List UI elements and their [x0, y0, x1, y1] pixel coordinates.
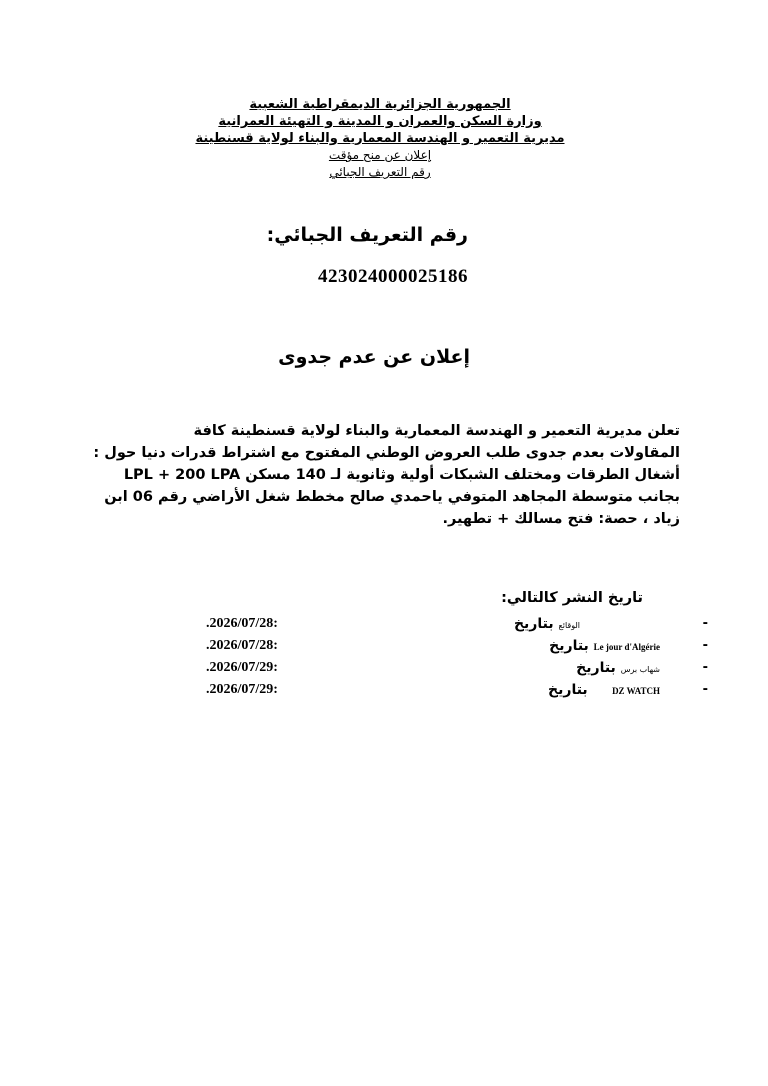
entry-by-date: بتاريخ: [548, 682, 588, 698]
entry-date: .2026/07/28:: [206, 616, 278, 631]
newspaper-name: Le jour d'Algérie: [593, 642, 660, 652]
publication-list: [200, 616, 708, 704]
entry-dash: -: [702, 616, 708, 631]
entry-date: .2026/07/29:: [206, 682, 278, 697]
publication-entry: [200, 638, 708, 660]
entry-dash: -: [702, 682, 708, 697]
fiscal-id-number: 423024000025186: [318, 266, 468, 287]
header-republic: الجمهورية الجزائرية الديمقراطية الشعبية: [249, 97, 511, 112]
entry-newspaper: [548, 682, 660, 698]
entry-by-date: بتاريخ: [576, 660, 616, 676]
entry-by-date: بتاريخ: [513, 616, 554, 632]
entry-date: .2026/07/29:: [206, 660, 278, 675]
body-line: زياد ، حصة: فتح مسالك + تطهير.: [442, 511, 680, 527]
publication-label: تاريخ النشر كالتالي:: [501, 590, 643, 606]
entry-dash: -: [702, 660, 708, 675]
entry-date: .2026/07/28:: [206, 638, 278, 653]
entry-newspaper: [576, 660, 660, 676]
body-line: المقاولات بعدم جدوى طلب العروض الوطني المفتوح مع اشتراط قدرات دنيا حول :: [93, 445, 680, 461]
body-line: بجانب متوسطة المجاهد المتوفي ياحمدي صالح مخطط شغل الأراضي رقم 06 ابن: [104, 489, 680, 505]
header-fiscal-id: رقم التعريف الجبائي: [329, 165, 431, 179]
header-directorate: مديرية التعمير و الهندسة المعمارية والبناء لولاية قسنطينة: [195, 131, 565, 146]
newspaper-name: شهاب برس: [620, 665, 660, 674]
newspaper-name: DZ WATCH: [612, 686, 660, 696]
header-award-notice: إعلان عن منح مؤقت: [328, 148, 432, 162]
notice-body: [88, 420, 680, 530]
body-line: تعلن مديرية التعمير و الهندسة المعمارية والبناء لولاية قسنطينة كافة: [193, 423, 680, 439]
entry-by-date: بتاريخ: [549, 638, 589, 654]
header-ministry: وزارة السكن والعمران و المدينة و التهيئة العمرانية: [218, 114, 542, 129]
publication-entry: [200, 616, 708, 638]
newspaper-name: الوقائع: [558, 621, 580, 630]
notice-title: إعلان عن عدم جدوى: [278, 346, 470, 368]
entry-dash: -: [702, 638, 708, 653]
publication-entry: [200, 682, 708, 704]
body-line: أشغال الطرقات ومختلف الشبكات أولية وثانوية لـ 140 مسكن LPL + 200 LPA: [123, 467, 680, 483]
entry-newspaper: [549, 638, 660, 654]
entry-newspaper: [514, 616, 580, 632]
document-header: [150, 96, 610, 181]
publication-entry: [200, 660, 708, 682]
fiscal-id-label: رقم التعريف الجبائي:: [266, 224, 468, 246]
